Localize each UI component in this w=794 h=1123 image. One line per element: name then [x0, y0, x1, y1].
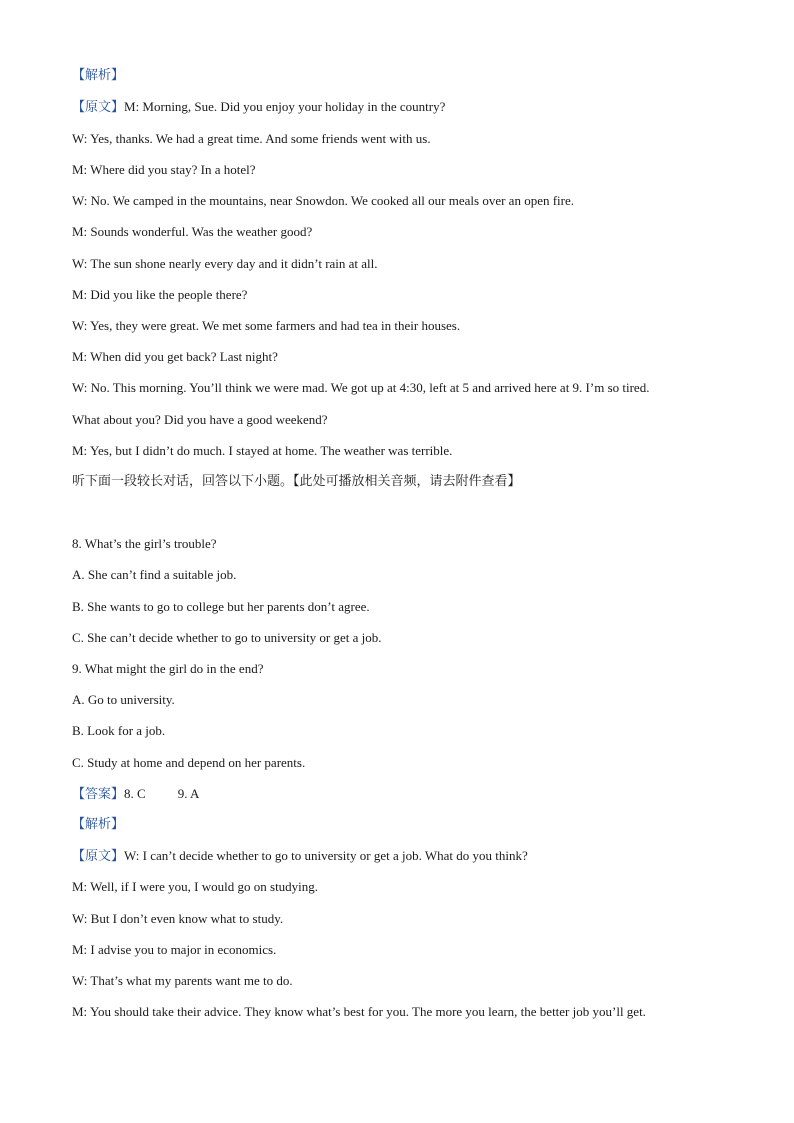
analysis-label-1: 【解析】: [72, 68, 125, 83]
original-label-2: 【原文】: [72, 849, 125, 864]
answer-9: 9. A: [177, 786, 200, 801]
option-8b: B. She wants to go to college but her parents don’t agree.: [72, 599, 370, 614]
question-stem-9: 9. What might the girl do in the end?: [72, 661, 264, 676]
answer-label: 【答案】: [72, 787, 125, 802]
transcript-line: M: When did you get back? Last night?: [72, 349, 278, 364]
original-label-1: 【原文】: [72, 100, 125, 115]
transcript-line: M: Sounds wonderful. Was the weather good?: [72, 224, 313, 239]
option-8c: C. She can’t decide whether to go to university or get a job.: [72, 630, 382, 645]
transcript-line: 【原文】W: I can’t decide whether to go to university or get a job. What do you think?: [72, 848, 528, 864]
transcript-line: 【原文】M: Morning, Sue. Did you enjoy your holiday in the country?: [72, 99, 446, 115]
option-8a: A. She can’t find a suitable job.: [72, 567, 237, 582]
question-stem-8: 8. What’s the girl’s trouble?: [72, 536, 217, 551]
transcript-line: W: No. This morning. You’ll think we were mad. We got up at 4:30, left at 5 and arrived here at 9. I’m so tired.: [72, 380, 650, 395]
transcript-line: M: Where did you stay? In a hotel?: [72, 162, 256, 177]
analysis-label-2: 【解析】: [72, 817, 125, 832]
transcript-line: M: I advise you to major in economics.: [72, 942, 277, 957]
transcript-line: W: The sun shone nearly every day and it didn’t rain at all.: [72, 256, 378, 271]
transcript-line: M: Well, if I were you, I would go on studying.: [72, 879, 319, 894]
listening-instruction: 听下面一段较长对话，回答以下小题。【此处可播放相关音频，请去附件查看】: [72, 474, 521, 489]
transcript-line: W: But I don’t even know what to study.: [72, 911, 284, 926]
answer-8: 8. C: [124, 786, 146, 801]
option-9b: B. Look for a job.: [72, 723, 166, 738]
transcript-line: What about you? Did you have a good weekend?: [72, 412, 328, 427]
transcript-line: W: No. We camped in the mountains, near Snowdon. We cooked all our meals over an open fire.: [72, 193, 574, 208]
option-9c: C. Study at home and depend on her parents.: [72, 755, 306, 770]
transcript-line: W: Yes, thanks. We had a great time. And some friends went with us.: [72, 131, 431, 146]
transcript-line: M: Yes, but I didn’t do much. I stayed at home. The weather was terrible.: [72, 443, 453, 458]
answer-line: [72, 786, 199, 803]
option-9a: A. Go to university.: [72, 692, 175, 707]
transcript-line: W: Yes, they were great. We met some farmers and had tea in their houses.: [72, 318, 461, 333]
transcript-line: M: Did you like the people there?: [72, 287, 248, 302]
transcript-line: W: That’s what my parents want me to do.: [72, 973, 293, 988]
transcript-line: M: You should take their advice. They know what’s best for you. The more you learn, the better job you’ll get.: [72, 1004, 646, 1019]
